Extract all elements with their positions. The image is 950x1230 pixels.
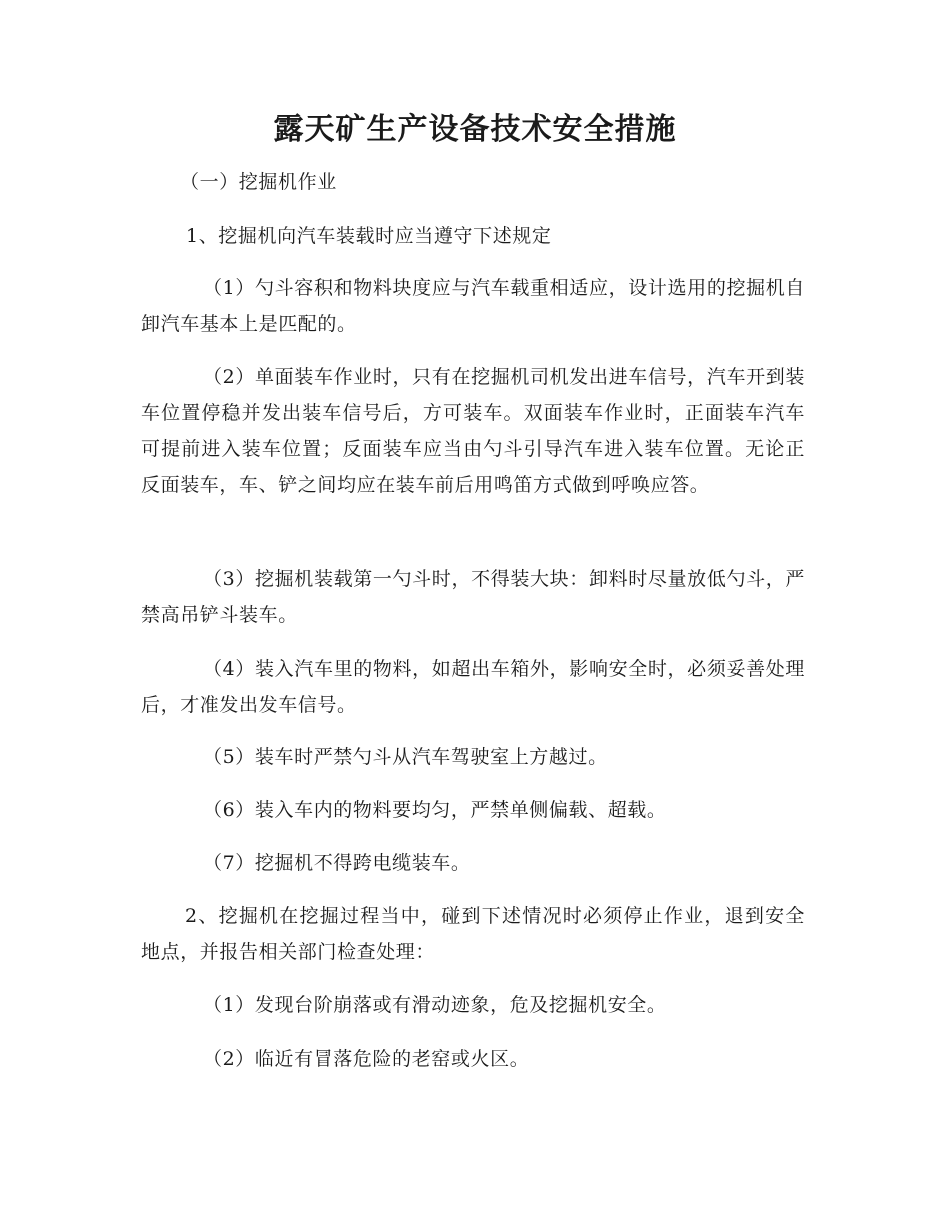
- item1-point-4: （4）装入汽车里的物料，如超出车箱外，影响安全时，必须妥善处理后，才准发出发车信号。: [141, 658, 805, 716]
- item2-heading: 2、挖掘机在挖掘过程当中，碰到下述情况时必须停止作业，退到安全地点，并报告相关部门检查处理：: [141, 905, 805, 963]
- item1-point-2: （2）单面装车作业时，只有在挖掘机司机发出进车信号，汽车开到装车位置停稳并发出装车信号后，方可装车。双面装车作业时，正面装车汽车可提前进入装车位置；反面装车应当由勺斗引导汽车进入装车位置。无论正反面装车，车、铲之间均应在装车前后用鸣笛方式做到呼唤应答。: [141, 366, 805, 496]
- section-heading: （一）挖掘机作业: [180, 171, 337, 193]
- document-title: 露天矿生产设备技术安全措施: [273, 112, 677, 147]
- item1-point-3: （3）挖掘机装载第一勺斗时，不得装大块：卸料时尽量放低勺斗，严禁高吊铲斗装车。: [141, 568, 805, 626]
- item2-point-2: （2）临近有冒落危险的老窑或火区。: [203, 1048, 530, 1070]
- item1-heading: 1、挖掘机向汽车装载时应当遵守下述规定: [186, 225, 552, 247]
- item1-point-1: （1）勺斗容积和物料块度应与汽车载重相适应，设计选用的挖掘机自卸汽车基本上是匹配的。: [141, 277, 805, 335]
- item1-point-7: （7）挖掘机不得跨电缆装车。: [203, 852, 471, 874]
- item2-point-1: （1）发现台阶崩落或有滑动迹象，危及挖掘机安全。: [203, 994, 667, 1016]
- item1-point-6: （6）装入车内的物料要均匀，严禁单侧偏载、超载。: [203, 799, 667, 821]
- item1-point-5: （5）装车时严禁勺斗从汽车驾驶室上方越过。: [203, 746, 608, 768]
